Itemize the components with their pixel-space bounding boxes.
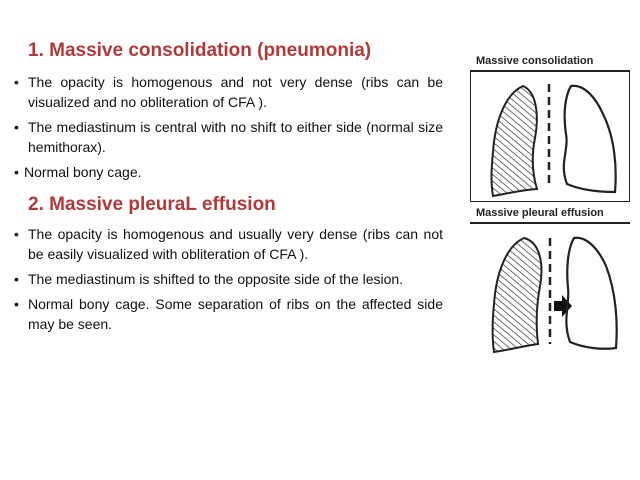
bullet-dot: • xyxy=(14,296,19,312)
figure-title: Massive pleural effusion xyxy=(476,207,604,219)
bullet-item xyxy=(12,117,443,157)
bullet-item xyxy=(12,269,443,289)
lungs-diagram xyxy=(470,224,630,359)
bullet-text: Normal bony cage. xyxy=(24,164,142,180)
bullet-dot: • xyxy=(14,226,19,242)
figure-frame xyxy=(470,70,630,202)
bullet-dot: • xyxy=(14,164,19,180)
bullet-item xyxy=(12,72,443,112)
right-lung xyxy=(564,86,616,192)
bullet-text: The opacity is homogenous and usually very dense (ribs can not be easily visualized with obliteration of CFA ). xyxy=(28,226,443,262)
section-1-bullet-list xyxy=(12,72,443,187)
bullet-text: The mediastinum is central with no shift to either side (normal size hemithorax). xyxy=(28,119,443,155)
bullet-dot: • xyxy=(14,119,19,135)
bullet-dot: • xyxy=(14,74,19,90)
section-2-bullet-list xyxy=(12,224,443,339)
figure-title: Massive consolidation xyxy=(476,55,594,67)
section-1-heading: 1. Massive consolidation (pneumonia) xyxy=(28,40,372,61)
mediastinal-shift-arrow-icon xyxy=(554,295,572,317)
lungs-diagram xyxy=(471,72,631,204)
bullet-dot: • xyxy=(14,271,19,287)
bullet-item xyxy=(12,224,443,264)
bullet-text: The mediastinum is shifted to the opposite side of the lesion. xyxy=(28,271,404,287)
right-lung xyxy=(566,238,616,349)
bullet-text: Normal bony cage. Some separation of ribs on the affected side may be seen. xyxy=(28,296,443,332)
bullet-item xyxy=(12,294,443,334)
pleural-effusion-figure xyxy=(470,207,630,357)
left-lung-opacity xyxy=(492,86,538,196)
figure-frame xyxy=(470,222,630,359)
bullet-text: The opacity is homogenous and not very dense (ribs can be visualized and no obliteration of CFA ). xyxy=(28,74,443,110)
consolidation-figure xyxy=(470,55,630,203)
left-lung-opacity xyxy=(493,238,542,352)
section-2-heading: 2. Massive pleuraL effusion xyxy=(28,194,276,215)
bullet-item xyxy=(12,162,443,182)
